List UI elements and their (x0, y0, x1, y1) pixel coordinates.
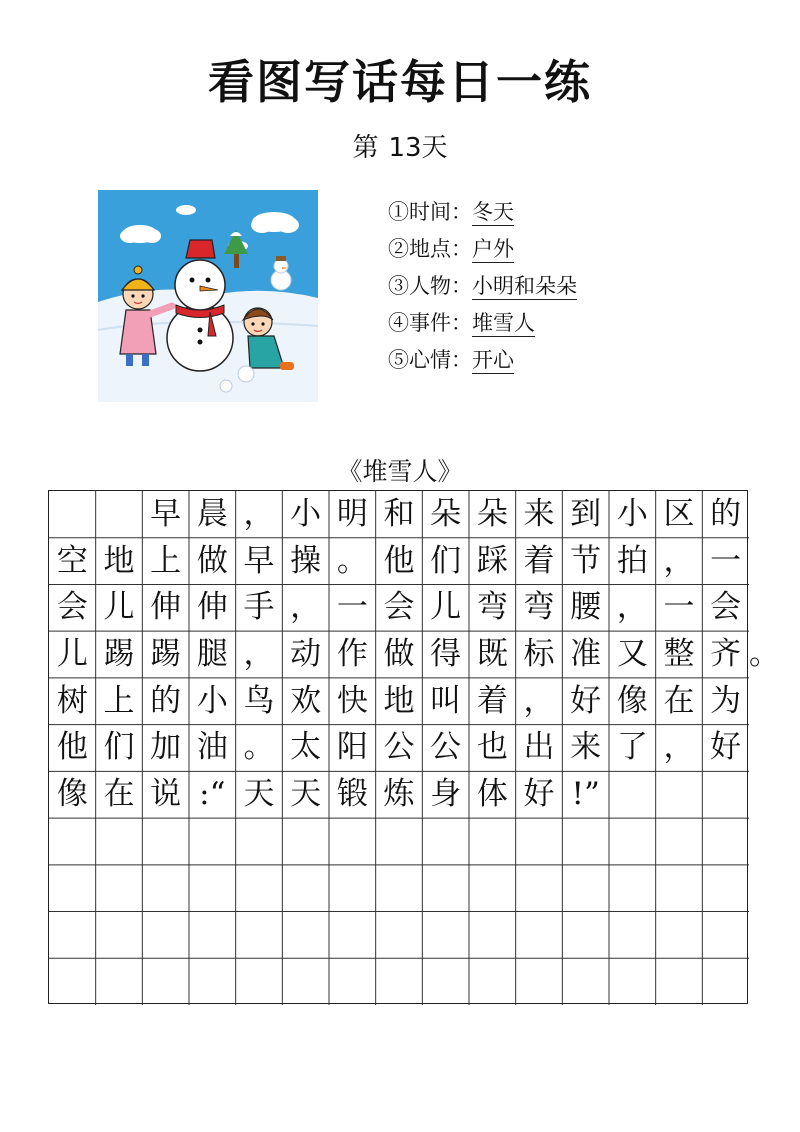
grid-character: ， (290, 589, 322, 626)
grid-character: 着 (476, 682, 508, 719)
grid-character: 腿 (196, 636, 228, 673)
grid-character: 他 (383, 542, 415, 579)
grid-character: 太 (290, 729, 322, 766)
info-value: 户外 (472, 237, 514, 261)
grid-character: 作 (336, 636, 368, 673)
grid-character: 区 (663, 495, 695, 532)
grid-character: 他 (56, 729, 88, 766)
grid-character: 早 (150, 495, 182, 532)
info-value: 小明和朵朵 (472, 274, 577, 298)
grid-character: ， (243, 495, 275, 532)
grid-character: ， (663, 729, 695, 766)
grid-character: 儿 (56, 636, 88, 673)
grid-character: 油 (196, 729, 228, 766)
grid-character: 空 (56, 542, 88, 579)
grid-character: 们 (430, 542, 462, 579)
grid-character: 做 (196, 542, 228, 579)
info-marker: ② (388, 237, 409, 261)
day-number: 13 (388, 133, 422, 163)
grid-character: 朵 (430, 495, 462, 532)
grid-character: 操 (290, 542, 322, 579)
grid-character: 。 (749, 636, 780, 673)
grid-character: 节 (570, 542, 602, 579)
grid-character: 小 (290, 495, 322, 532)
grid-character: 弯 (523, 589, 555, 626)
grid-character: 天 (243, 776, 275, 813)
grid-character: 和 (383, 495, 415, 532)
info-label: 时间： (409, 200, 472, 224)
info-marker: ⑤ (388, 348, 409, 372)
grid-character: 拍 (616, 542, 648, 579)
grid-character: ， (616, 589, 648, 626)
grid-character: 到 (570, 495, 602, 532)
page-title: 看图写话每日一练 (208, 55, 592, 109)
grid-character: !” (571, 776, 600, 813)
grid-character: 一 (336, 589, 368, 626)
grid-character: 在 (103, 776, 135, 813)
grid-character: 朵 (476, 495, 508, 532)
info-label: 地点： (409, 237, 472, 261)
grid-character: 明 (336, 495, 368, 532)
grid-character: 体 (476, 776, 508, 813)
grid-character: 好 (570, 682, 602, 719)
info-list (388, 194, 577, 379)
grid-character: 齐 (710, 636, 742, 673)
grid-character: ， (663, 542, 695, 579)
info-value: 堆雪人 (472, 311, 535, 335)
grid-character: 早 (243, 542, 275, 579)
grid-character: 加 (150, 729, 182, 766)
grid-character: 得 (430, 636, 462, 673)
grid-character: 的 (710, 495, 742, 532)
info-label: 事件： (409, 311, 472, 335)
grid-character: 动 (290, 636, 322, 673)
grid-character: 上 (150, 542, 182, 579)
info-row-time (388, 194, 577, 231)
grid-character: 了 (616, 729, 648, 766)
grid-character: ， (243, 636, 275, 673)
grid-character: 出 (523, 729, 555, 766)
grid-character: :“ (199, 776, 226, 813)
grid-character: 手 (243, 589, 275, 626)
grid-character: 弯 (476, 589, 508, 626)
info-row-place (388, 231, 577, 268)
grid-character: 鸟 (243, 682, 275, 719)
grid-character: 也 (476, 729, 508, 766)
snowman-children-icon (98, 190, 318, 402)
grid-character: 标 (523, 636, 555, 673)
grid-character: 叫 (430, 682, 462, 719)
grid-character: 准 (570, 636, 602, 673)
grid-character: 地 (383, 682, 415, 719)
grid-character: 儿 (430, 589, 462, 626)
info-value: 开心 (472, 348, 514, 372)
grid-character: 在 (663, 682, 695, 719)
grid-character: 公 (383, 729, 415, 766)
day-suffix: 天 (421, 133, 448, 163)
grid-character: 一 (710, 542, 742, 579)
info-label: 人物： (409, 274, 472, 298)
grid-character: 身 (430, 776, 462, 813)
grid-character: ， (523, 682, 555, 719)
grid-character: 做 (383, 636, 415, 673)
info-marker: ④ (388, 311, 409, 335)
grid-character: 像 (56, 776, 88, 813)
grid-character: 天 (290, 776, 322, 813)
grid-character: 会 (710, 589, 742, 626)
snowman-illustration (98, 190, 318, 402)
grid-character: 晨 (196, 495, 228, 532)
info-label: 心情： (409, 348, 472, 372)
grid-character: 踢 (150, 636, 182, 673)
grid-character: 来 (523, 495, 555, 532)
grid-character: 伸 (196, 589, 228, 626)
grid-character: 小 (196, 682, 228, 719)
grid-character: 炼 (383, 776, 415, 813)
grid-character: 。 (243, 729, 275, 766)
grid-character: 踩 (476, 542, 508, 579)
info-marker: ① (388, 200, 409, 224)
info-row-mood (388, 342, 577, 379)
grid-character: 踢 (103, 636, 135, 673)
grid-character: 腰 (570, 589, 602, 626)
grid-character: 。 (336, 542, 368, 579)
grid-character: 儿 (103, 589, 135, 626)
grid-character: 既 (476, 636, 508, 673)
grid-character: 又 (616, 636, 648, 673)
grid-character: 好 (710, 729, 742, 766)
grid-character: 着 (523, 542, 555, 579)
info-row-people (388, 268, 577, 305)
grid-character: 伸 (150, 589, 182, 626)
grid-character: 整 (663, 636, 695, 673)
grid-character: 像 (616, 682, 648, 719)
grid-character: 的 (150, 682, 182, 719)
grid-character: 好 (523, 776, 555, 813)
day-prefix: 第 (352, 133, 379, 163)
grid-character: 树 (56, 682, 88, 719)
grid-character: 们 (103, 729, 135, 766)
grid-character: 锻 (336, 776, 368, 813)
story-title: 《堆雪人》 (337, 457, 463, 486)
grid-character: 上 (103, 682, 135, 719)
grid-character: 会 (383, 589, 415, 626)
grid-character: 快 (336, 682, 368, 719)
info-value: 冬天 (472, 200, 514, 224)
grid-character: 会 (56, 589, 88, 626)
grid-character: 公 (430, 729, 462, 766)
day-label (0, 127, 800, 164)
grid-character: 地 (103, 542, 135, 579)
grid-character: 来 (570, 729, 602, 766)
grid-character: 说 (150, 776, 182, 813)
writing-grid (48, 490, 780, 1004)
info-marker: ③ (388, 274, 409, 298)
grid-character: 阳 (336, 729, 368, 766)
grid-character: 一 (663, 589, 695, 626)
info-row-event (388, 305, 577, 342)
grid-character: 为 (710, 682, 742, 719)
grid-character: 小 (616, 495, 648, 532)
grid-character: 欢 (290, 682, 322, 719)
